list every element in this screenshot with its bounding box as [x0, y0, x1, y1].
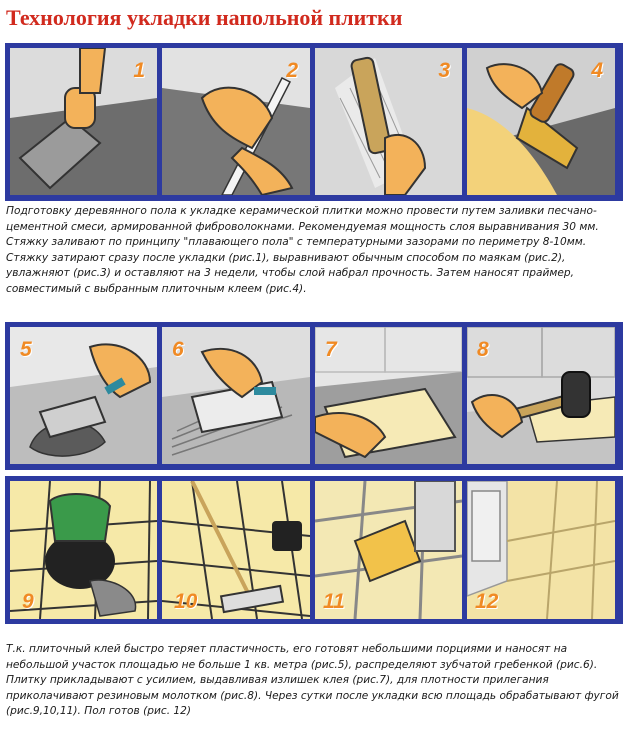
panel-10	[162, 481, 310, 619]
panel-number: 4	[591, 59, 603, 82]
panel-2	[162, 48, 310, 195]
panel-12	[467, 481, 615, 619]
panel-number: 12	[475, 590, 499, 613]
panel-number: 7	[325, 338, 337, 361]
panel-number: 2	[286, 59, 298, 82]
panel-7	[315, 327, 462, 464]
panel-number: 8	[477, 338, 489, 361]
panel-number: 5	[20, 338, 32, 361]
tile-pressing-illustration	[315, 327, 462, 464]
panel-1	[10, 48, 157, 195]
panel-number: 3	[438, 59, 450, 82]
panel-5	[10, 327, 157, 464]
panel-4	[467, 48, 615, 195]
panel-number: 6	[172, 338, 184, 361]
page-title: Технология укладки напольной плитки	[6, 5, 403, 30]
panel-number: 11	[323, 590, 345, 613]
panel-11	[315, 481, 462, 619]
panel-3	[315, 48, 462, 195]
paragraph-screed: Подготовку деревянного пола к укладке керамической плитки можно провести путем заливки песчано-цементной смеси, армированной фиброволокнами. Рекомендуемая мощность слоя выравнивания 30 мм. Стяжку заливают по принципу "плавающего пола" с температурными зазорами по периметру 8-10мм. Стяжку затирают сразу после укладки (рис.1), выравнивают обычным способом по маякам (рис.2), увлажняют (рис.3) и оставляют на 3 недели, чтобы слой набрал прочность. Затем наносят праймер, совместимый с выбранным плиточным клеем (рис.4).	[6, 205, 599, 295]
rubber-mallet-illustration	[467, 327, 615, 464]
adhesive-application-illustration	[10, 327, 157, 464]
panel-number: 9	[22, 590, 34, 613]
panel-number: 10	[174, 590, 198, 613]
panel-6	[162, 327, 310, 464]
panel-9	[10, 481, 157, 619]
panel-number: 1	[133, 59, 145, 82]
notched-trowel-illustration	[162, 327, 310, 464]
paragraph-tiling: Т.к. плиточный клей быстро теряет пластичность, его готовят небольшими порциями и наносят на небольшой участок площадью не больше 1 кв. метра (рис.5), распределяют зубчатой гребенкой (рис.6). Плитку прикладывают с усилием, выдавливая излишек клея (рис.7), для плотности прилегания приколачивают резиновым молотком (рис.8). Через сутки после укладки всю площадь обрабатывают фугой (рис.9,10,11). Пол готов (рис. 12)	[6, 643, 619, 718]
panel-8	[467, 327, 615, 464]
